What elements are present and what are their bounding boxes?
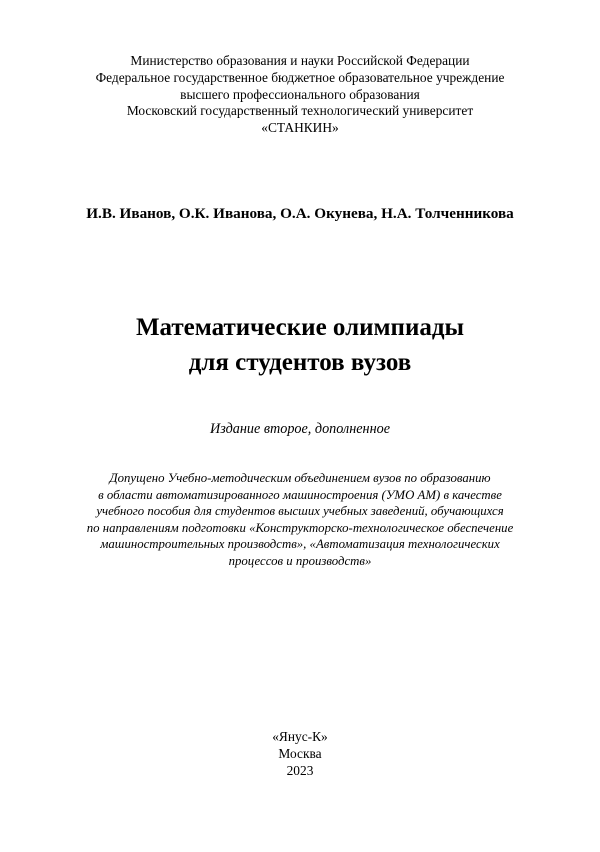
approval-line-5: машиностроительных производств», «Автоматизация технологических [100,537,500,552]
book-title-line-2: для студентов вузов [188,349,412,376]
authors: И.В. Иванов, О.К. Иванова, О.А. Окунева, Н.А. Толченникова [86,205,514,222]
ministry-line: Министерство образования и науки Российской Федерации [130,53,470,68]
approval-line-6: процессов и производств» [228,553,372,568]
book-title-line-1: Математические олимпиады [135,314,465,341]
approval-statement [0,470,600,570]
university-short-name: «СТАНКИН» [261,120,339,136]
city: Москва [278,746,322,761]
institution-header [0,53,600,137]
book-title [0,310,600,380]
university-name-line: Московский государственный технологический университет [126,103,474,119]
institution-type-line: Федеральное государственное бюджетное образовательное учреждение [95,69,505,85]
approval-line-2: в области автоматизированного машиностроения (УМО АМ) в качестве [98,487,502,502]
imprint [0,728,600,779]
approval-line-1: Допущено Учебно-методическим объединением вузов по образованию [109,471,491,485]
education-level-line: высшего профессионального образования [180,86,420,102]
edition-note: Издание второе, дополненное [209,421,390,437]
year: 2023 [286,763,314,778]
approval-line-3: учебного пособия для студентов высших учебных заведений, обучающихся [96,504,504,519]
publisher: «Янус-К» [272,729,328,744]
approval-line-4: по направлениям подготовки «Конструкторско-технологическое обеспечение [86,520,514,535]
